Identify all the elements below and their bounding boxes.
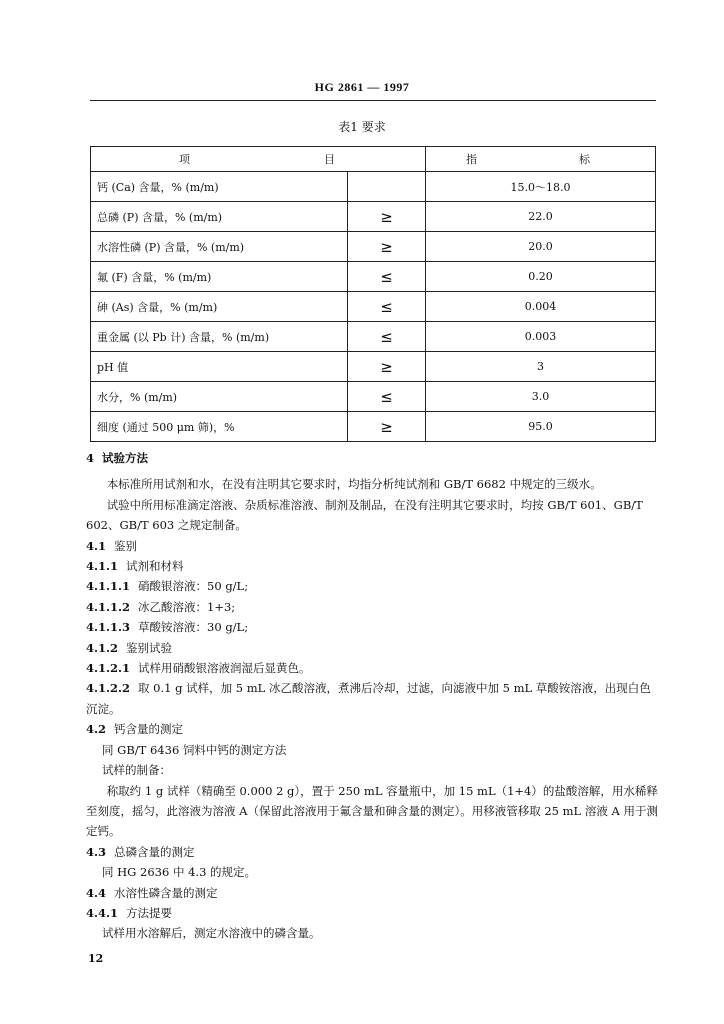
- section-title: 水溶性磷含量的测定: [114, 885, 218, 900]
- row-symbol: ≤: [348, 262, 426, 292]
- header-item-b: 目: [324, 153, 335, 166]
- paragraph: 试样的制备：: [102, 763, 171, 778]
- row-symbol: ≤: [348, 322, 426, 352]
- clause-text: 试样用硝酸银溶液润湿后显黄色。: [138, 661, 311, 676]
- section-4-1-heading: [86, 536, 658, 556]
- table-row: [91, 202, 656, 232]
- row-value: 20.0: [426, 232, 656, 262]
- row-item: 重金属 (以 Pb 计) 含量，% (m/m): [91, 322, 348, 352]
- paragraph: 称取约 1 g 试样（精确至 0.000 2 g），置于 250 mL 容量瓶中，加 15 mL（1+4）的盐酸溶解，用水稀释至刻度，摇匀，此溶液为溶液 A（保留此溶液用于氟含量和砷含量的测定）。用移液管移取 25 mL 溶液 A 用于测定钙。: [86, 783, 658, 839]
- table-row: [91, 382, 656, 412]
- row-item: 钙 (Ca) 含量，% (m/m): [91, 172, 348, 202]
- section-title: 钙含量的测定: [114, 722, 184, 737]
- row-value: 95.0: [426, 412, 656, 442]
- clause-text: 冰乙酸溶液：1+3;: [138, 599, 236, 614]
- page-number: 12: [88, 952, 104, 965]
- table-row: [91, 262, 656, 292]
- paragraph: 本标准所用试剂和水，在没有注明其它要求时，均指分析纯试剂和 GB/T 6682 中规定的三级水。: [106, 477, 602, 492]
- row-item: 水分，% (m/m): [91, 382, 348, 412]
- clause-number: 4.1.2.2: [86, 681, 131, 696]
- section-number: 4.1.1: [86, 559, 119, 574]
- clause-number: 4.1.1.1: [86, 579, 131, 594]
- section-4-heading: [86, 448, 658, 468]
- clause-4-1-1-2: [86, 597, 658, 617]
- row-symbol: ≥: [348, 352, 426, 382]
- clause-text: 取 0.1 g 试样，加 5 mL 冰乙酸溶液，煮沸后冷却，过滤，向滤液中加 5 mL 草酸铵溶液，出现白色沉淀。: [86, 681, 651, 716]
- section-number: 4.2: [86, 722, 107, 737]
- clause-text: 草酸铵溶液：30 g/L;: [138, 620, 249, 635]
- row-item: 氟 (F) 含量，% (m/m): [91, 262, 348, 292]
- section-4-2-heading: [86, 719, 658, 739]
- row-symbol: [348, 172, 426, 202]
- paragraph: 同 GB/T 6436 饲料中钙的测定方法: [102, 742, 287, 757]
- section-title: 鉴别: [114, 538, 138, 553]
- section-4-4-1-heading: [86, 903, 658, 923]
- requirements-table: [90, 146, 656, 442]
- row-item: 水溶性磷 (P) 含量，% (m/m): [91, 232, 348, 262]
- section-title: 试验方法: [102, 451, 149, 465]
- table-row: [91, 172, 656, 202]
- section-title: 总磷含量的测定: [114, 844, 195, 859]
- section-title: 试剂和材料: [126, 559, 184, 574]
- row-symbol: ≥: [348, 232, 426, 262]
- section-title: 鉴别试验: [126, 640, 173, 655]
- table-row: [91, 292, 656, 322]
- section-number: 4.4: [86, 885, 107, 900]
- row-item: 砷 (As) 含量，% (m/m): [91, 292, 348, 322]
- row-value: 0.003: [426, 322, 656, 352]
- section-number: 4: [86, 451, 95, 465]
- row-value: 0.20: [426, 262, 656, 292]
- header-value-a: 指: [466, 153, 477, 166]
- header-value-b: 标: [579, 153, 590, 166]
- clause-4-1-2-1: [86, 658, 658, 678]
- clause-4-1-1-3: [86, 617, 658, 637]
- table-row: [91, 322, 656, 352]
- table-row: [91, 412, 656, 442]
- row-symbol: ≥: [348, 412, 426, 442]
- row-value: 3.0: [426, 382, 656, 412]
- header-item-a: 项: [179, 153, 190, 166]
- section-number: 4.4.1: [86, 905, 119, 920]
- header-value-cell: [426, 147, 656, 172]
- table-caption: 表1 要求: [338, 120, 386, 134]
- clause-number: 4.1.1.3: [86, 620, 131, 635]
- row-value: 3: [426, 352, 656, 382]
- row-item: 细度 (通过 500 μm 筛)，%: [91, 412, 348, 442]
- clause-4-1-2-2: [86, 678, 658, 719]
- row-value: 22.0: [426, 202, 656, 232]
- document-code-header: HG 2861 — 1997: [314, 80, 410, 94]
- section-number: 4.3: [86, 844, 107, 859]
- header-rule: [90, 100, 656, 101]
- section-4-4-heading: [86, 883, 658, 903]
- table-row: [91, 232, 656, 262]
- row-value: 15.0～18.0: [426, 172, 656, 202]
- section-4-1-1-heading: [86, 556, 658, 576]
- paragraph: 试样用水溶解后，测定水溶液中的磷含量。: [102, 926, 321, 941]
- clause-number: 4.1.2.1: [86, 661, 131, 676]
- header-item-cell: [91, 147, 426, 172]
- document-body: [86, 448, 658, 944]
- row-value: 0.004: [426, 292, 656, 322]
- section-4-3-heading: [86, 842, 658, 862]
- paragraph: 试验中所用标准滴定溶液、杂质标准溶液、制剂及制品，在没有注明其它要求时，均按 GB/T 601、GB/T 602、GB/T 603 之规定制备。: [86, 497, 643, 533]
- row-symbol: ≥: [348, 202, 426, 232]
- clause-number: 4.1.1.2: [86, 599, 131, 614]
- section-4-1-2-heading: [86, 638, 658, 658]
- row-symbol: ≤: [348, 382, 426, 412]
- clause-text: 硝酸银溶液：50 g/L;: [138, 579, 249, 594]
- table-row: [91, 352, 656, 382]
- row-item: pH 值: [91, 352, 348, 382]
- paragraph: 同 HG 2636 中 4.3 的规定。: [102, 865, 257, 880]
- clause-4-1-1-1: [86, 576, 658, 596]
- row-symbol: ≤: [348, 292, 426, 322]
- section-title: 方法提要: [126, 905, 173, 920]
- row-item: 总磷 (P) 含量，% (m/m): [91, 202, 348, 232]
- table-header-row: [91, 147, 656, 172]
- section-number: 4.1.2: [86, 640, 119, 655]
- section-number: 4.1: [86, 538, 107, 553]
